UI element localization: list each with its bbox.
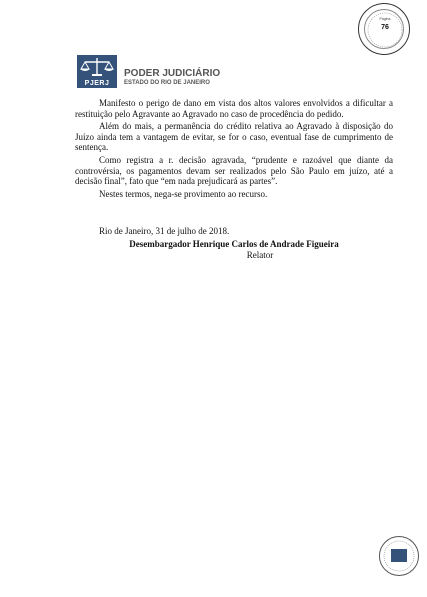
signature-block [75, 226, 393, 261]
page-number: 76 [381, 24, 389, 31]
org-subtitle: ESTADO DO RIO DE JANEIRO [124, 80, 210, 86]
paragraph: Manifesto o perigo de dano em vista dos altos valores envolvidos a dificultar a restituição pelo Agravante ao Agravado no caso de procedência do pedido. [75, 98, 393, 119]
date-line: Rio de Janeiro, 31 de julho de 2018. [99, 226, 230, 236]
page-number-stamp [358, 3, 410, 55]
document-header [77, 55, 237, 91]
paragraph: Além do mais, a permanência do crédito relativa ao Agravado à disposição do Juízo ainda tem a vantagem de evitar, se for o caso, eventual fase de cumprimento de sentença. [75, 121, 393, 153]
page-number-label: Página [379, 17, 391, 21]
signer-role: Relator [246, 250, 274, 260]
seal-logo-icon [391, 549, 407, 562]
paragraph: Como registra a r. decisão agravada, “prudente e razoável que diante da controvérsia, os pagamentos devam ser realizados pelo São Paulo em juízo, até a decisão final”, fato que “em nada prejudicará as partes”. [75, 154, 393, 187]
paragraph: Nestes termos, nega-se provimento ao recurso. [99, 188, 268, 199]
org-name: PODER JUDICIÁRIO [124, 68, 221, 79]
logo-text: PJERJ [84, 80, 110, 87]
court-seal [379, 536, 419, 576]
pjerj-logo [77, 55, 117, 88]
decision-text [75, 98, 393, 201]
signer-name: Desembargador Henrique Carlos de Andrade Figueira [129, 239, 339, 249]
